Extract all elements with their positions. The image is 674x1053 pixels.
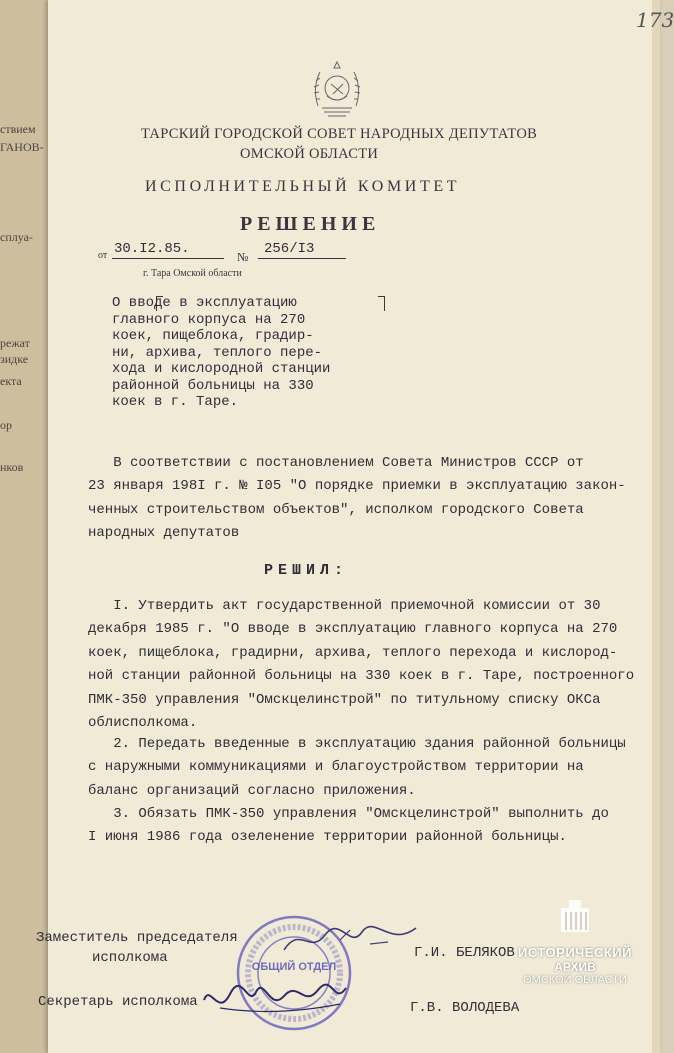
underlying-fragment: ор [0, 418, 12, 432]
council-name: ТАРСКИЙ ГОРОДСКОЙ СОВЕТ НАРОДНЫХ ДЕПУТАТОВ [141, 126, 538, 142]
page-number: 173 [636, 8, 674, 32]
preamble-paragraph: В соответствии с постановлением Совета Министров СССР от 23 января 198I г. № I05 "О порядке приемки в эксплуатацию закон- ченных строительством объектов", исполком городского Совета народных депутатов [88, 455, 626, 542]
council-region: ОМСКОЙ ОБЛАСТИ [240, 146, 379, 162]
committee-title: ИСПОЛНИТЕЛЬНЫЙ КОМИТЕТ [145, 178, 461, 195]
document-number: 256/I3 [264, 241, 315, 257]
deputy-title: Заместитель председателя [36, 930, 238, 946]
secretary-title: Секретарь исполкома [38, 994, 198, 1010]
archive-watermark [510, 896, 640, 986]
secretary-name: Г.В. ВОЛОДЕВА [410, 1000, 520, 1016]
resolved-heading: РЕШИЛ: [264, 562, 349, 579]
watermark-line3: ОМСКОЙ ОБЛАСТИ [523, 974, 627, 986]
resolution-item-3: 3. Обязать ПМК-350 управления "Омскцелинстрой" выполнить до I июня 1986 года озеленение территории районной больницы. [88, 806, 609, 846]
underlying-fragment: екта [0, 374, 22, 388]
document-type: РЕШЕНИЕ [240, 213, 381, 235]
underlying-fragment: зидке [0, 352, 29, 366]
decision-subject: О вводе в эксплуатацию главного корпуса на 270 коек, пищеблока, градир- ни, архива, теплого пере- хода и кислородной станции районной больницы на 330 коек в г. Таре. [112, 295, 331, 410]
number-prefix: № [237, 250, 249, 264]
underlying-fragment: режат [0, 336, 30, 350]
underlying-fragment: нков [0, 460, 24, 474]
deputy-name: Г.И. БЕЛЯКОВ [414, 945, 515, 961]
secretary-signature [200, 978, 350, 1018]
archive-building-icon [555, 896, 595, 936]
resolution-item-2: 2. Передать введенные в эксплуатацию здания районной больницы с наружными коммуникациями и благоустройством территории на баланс организаций согласно приложения. [88, 736, 626, 799]
subject-bracket-right [378, 296, 385, 311]
stamp-center-text: ОБЩИЙ ОТДЕЛ [251, 961, 337, 973]
underlying-fragment: ствием [0, 122, 36, 136]
watermark-line2: АРХИВ [554, 960, 596, 974]
date-prefix: от [98, 250, 108, 261]
deputy-signature [280, 920, 420, 960]
watermark-line1: ИСТОРИЧЕСКИЙ [518, 945, 632, 960]
underlying-fragment: ГАНОВ- [0, 140, 44, 154]
resolution-item-1: I. Утвердить акт государственной приемочной комиссии от 30 декабря 1985 г. "О вводе в эксплуатацию главного корпуса на 270 коек, пищеблока, градирни, архива, теплого перехода и кислород- ной станции районной больницы на 330 коек в г. Таре, построенного ПМК-350 управления "Омскцелинстрой" по титульному списку ОКСа облисполкома. [88, 598, 635, 732]
sheet-edge [652, 0, 660, 1053]
deputy-title-line2: исполкома [92, 950, 168, 966]
date-underline [112, 258, 224, 259]
document-place: г. Тара Омской области [143, 268, 242, 279]
document-date: 30.I2.85. [114, 241, 190, 257]
underlying-fragment: сплуа- [0, 230, 33, 244]
number-underline [258, 258, 346, 259]
state-emblem-icon [308, 58, 366, 120]
